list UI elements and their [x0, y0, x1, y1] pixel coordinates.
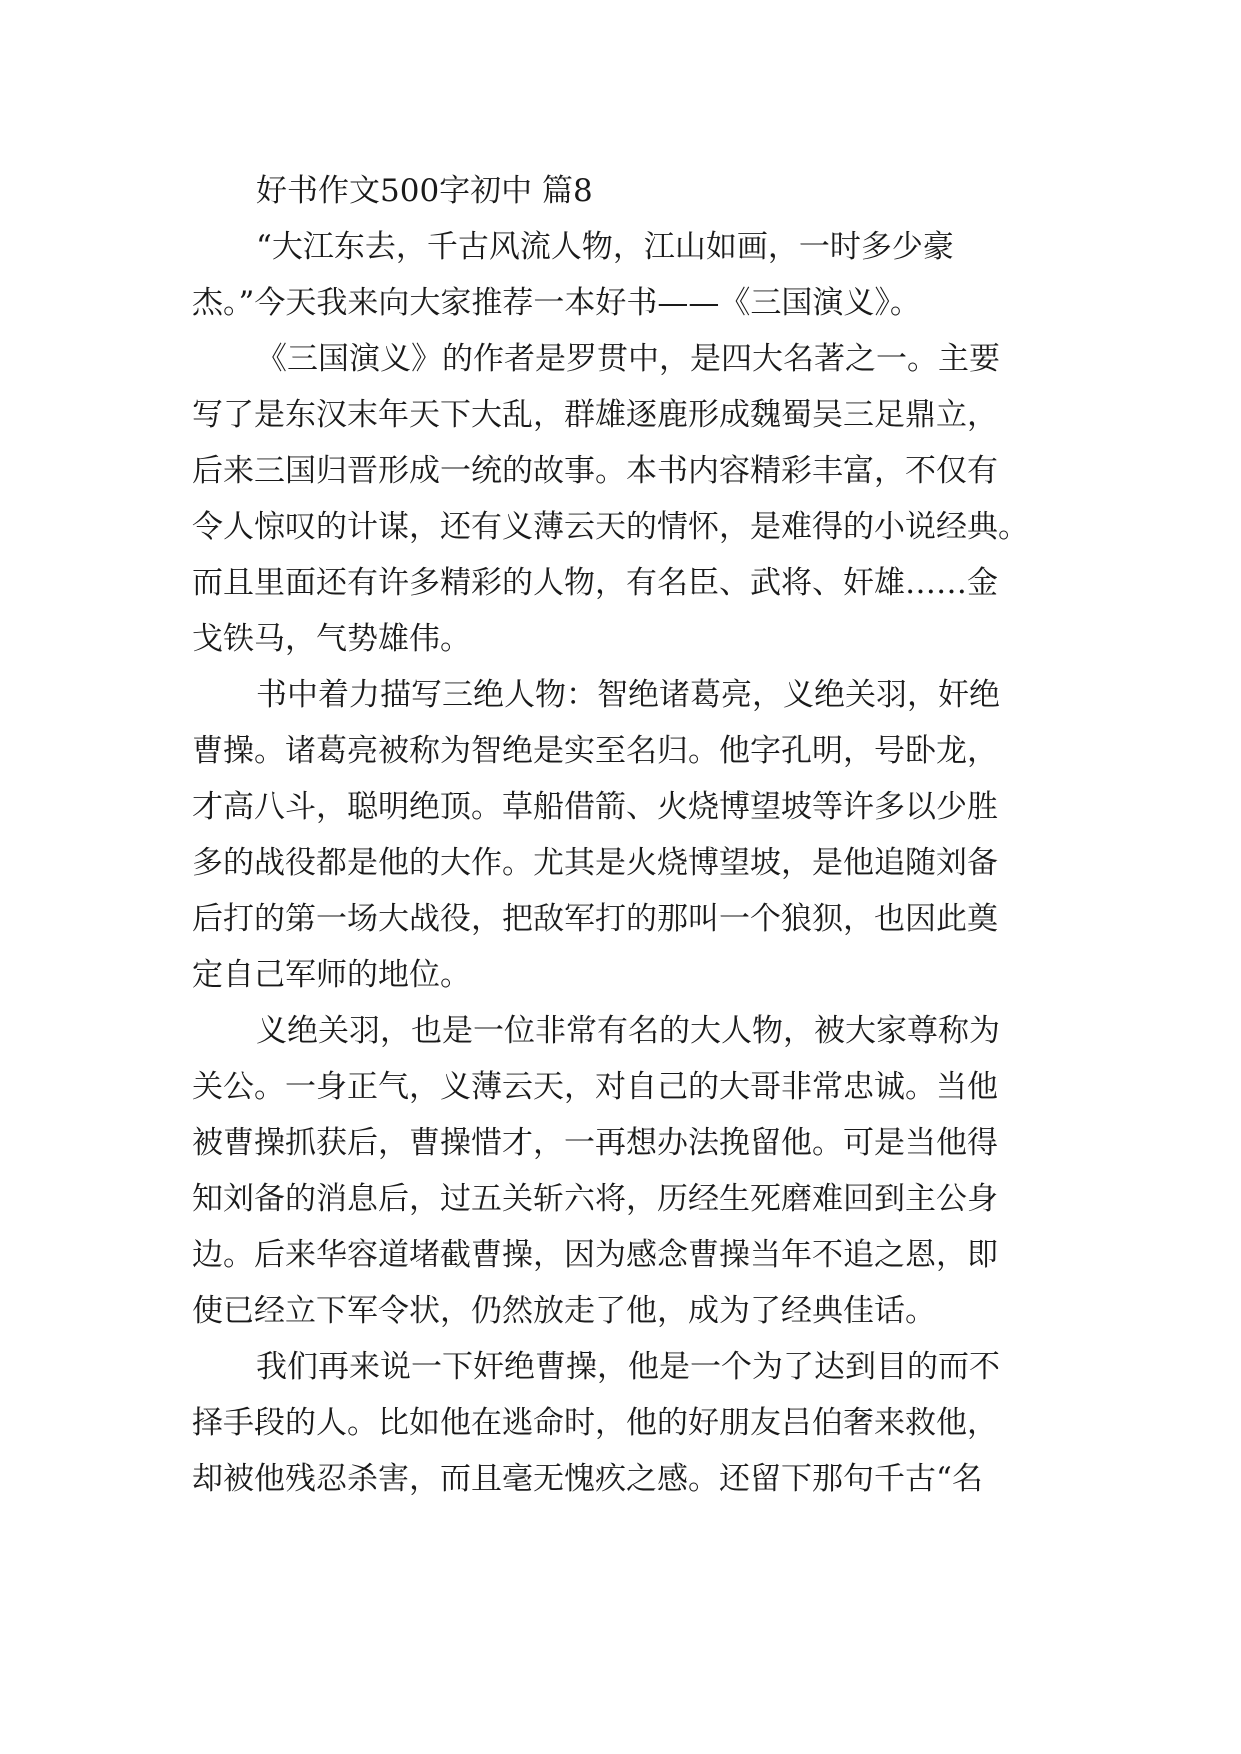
paragraph	[192, 1003, 1052, 1339]
paragraph-line: 知刘备的消息后，过五关斩六将，历经生死磨难回到主公身	[192, 1181, 998, 1217]
paragraph-line: 关公。一身正气，义薄云天，对自己的大哥非常忠诚。当他	[192, 1069, 998, 1105]
paragraph-line: 才高八斗，聪明绝顶。草船借箭、火烧博望坡等许多以少胜	[192, 789, 998, 825]
paragraph	[192, 331, 1052, 667]
paragraph-line: 书中着力描写三绝人物：智绝诸葛亮，义绝关羽，奸绝	[256, 677, 1000, 713]
paragraph-line: 我们再来说一下奸绝曹操，他是一个为了达到目的而不	[256, 1349, 1000, 1385]
paragraph-line: 边。后来华容道堵截曹操，因为感念曹操当年不追之恩，即	[192, 1237, 998, 1273]
paragraph-line: 戈铁马，气势雄伟。	[192, 621, 471, 657]
paragraph-line: 定自己军师的地位。	[192, 957, 471, 993]
paragraph-line: “大江东去，千古风流人物，江山如画，一时多少豪	[256, 229, 954, 265]
paragraph-line: 被曹操抓获后，曹操惜才，一再想办法挽留他。可是当他得	[192, 1125, 998, 1161]
paragraph-line: 写了是东汉末年天下大乱，群雄逐鹿形成魏蜀吴三足鼎立，	[192, 397, 998, 433]
paragraph-line: 曹操。诸葛亮被称为智绝是实至名归。他字孔明，号卧龙，	[192, 733, 998, 769]
paragraph-line: 后来三国归晋形成一统的故事。本书内容精彩丰富，不仅有	[192, 453, 998, 489]
paragraph	[192, 1339, 1052, 1507]
paragraph-line: 后打的第一场大战役，把敌军打的那叫一个狼狈，也因此奠	[192, 901, 998, 937]
article-heading: 好书作文500字初中 篇8	[256, 173, 593, 209]
paragraph-line: 令人惊叹的计谋，还有义薄云天的情怀，是难得的小说经典。	[192, 509, 1029, 545]
paragraph-line: 却被他残忍杀害，而且毫无愧疚之感。还留下那句千古“名	[192, 1461, 983, 1497]
paragraph-line: 多的战役都是他的大作。尤其是火烧博望坡，是他追随刘备	[192, 845, 998, 881]
paragraph-line: 择手段的人。比如他在逃命时，他的好朋友吕伯奢来救他，	[192, 1405, 998, 1441]
paragraph	[192, 667, 1052, 1003]
paragraph	[192, 219, 1052, 331]
paragraph-line: 义绝关羽，也是一位非常有名的大人物，被大家尊称为	[256, 1013, 1000, 1049]
article-body	[192, 163, 1052, 1507]
paragraph-line: 《三国演义》的作者是罗贯中，是四大名著之一。主要	[256, 341, 1000, 377]
paragraph-line: 杰。”今天我来向大家推荐一本好书——《三国演义》。	[192, 285, 921, 321]
paragraph-line: 而且里面还有许多精彩的人物，有名臣、武将、奸雄……金	[192, 565, 998, 601]
paragraph-line: 使已经立下军令状，仍然放走了他，成为了经典佳话。	[192, 1293, 936, 1329]
